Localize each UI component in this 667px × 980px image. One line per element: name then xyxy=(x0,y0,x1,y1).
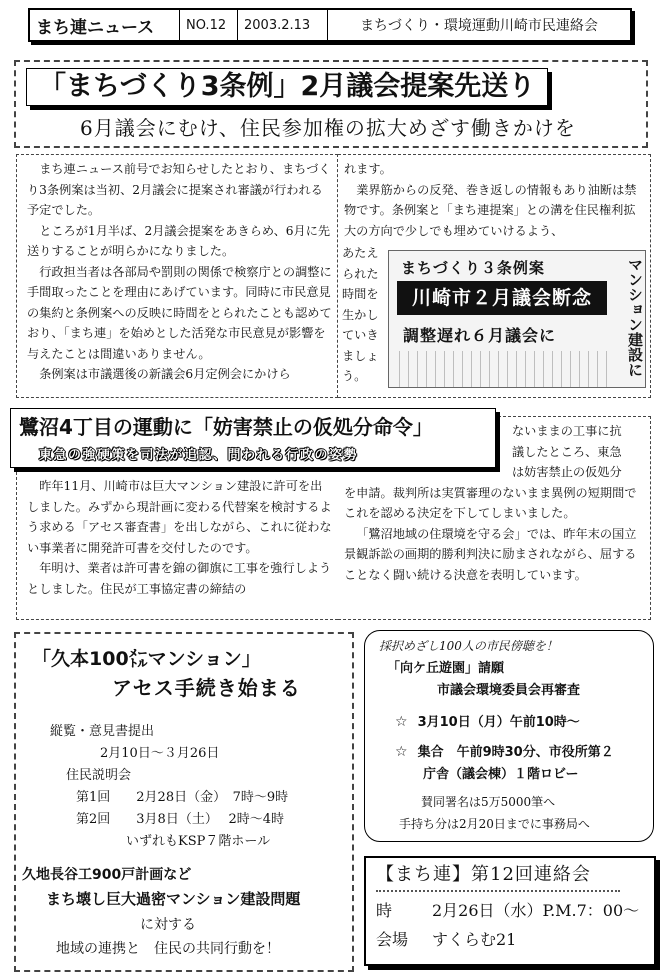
mansion-problem-heading: まち壊し巨大過密マンション建設問題 xyxy=(46,890,301,908)
clipping-headline-1: まちづくり３条例案 xyxy=(401,259,545,277)
newspaper-clipping xyxy=(388,250,646,388)
petition-date-line: ☆ 3月10日（月）午前10時～ xyxy=(395,714,580,730)
clipping-body-text-texture xyxy=(399,351,609,387)
article2-paragraph: 昨年11月、川崎市は巨大マンション建設に許可を出しました。みずから現計画に変わる代替案を検討するよう求める「アセス審査書」を出しながら、これに従わない事業者に開発許可書を交付したのです。 xyxy=(27,479,332,555)
article1-paragraph: 業界筋からの反発、巻き返しの情報もあり油断は禁物です。条例案と「まち連提案」との溝を住民権利拡大の方向で少しでも埋めていけるよう、 xyxy=(344,182,637,238)
meeting-place: 会場 すくらむ21 xyxy=(376,930,517,949)
petition-box xyxy=(364,630,654,842)
article1-paragraph: 行政担当者は各部局や罰則の関係で検察庁との調整に手間取ったことを理由にあげています。同時に市民意見の集約と条例案への反映に時間をとられたことも認めており、「まち連」を始めとした活発な市民意見が影響を与えたことは間違いありません。 xyxy=(27,264,332,361)
kumoto-schedule-line: いずれもKSP７階ホール xyxy=(126,834,271,849)
main-headline: 「まちづくり3条例」2月議会提案先送り xyxy=(26,68,548,106)
article2-paragraph: 年明け、業者は許可書を錦の御旗に工事を強行しようとしました。住民が工事協定書の締結の xyxy=(27,561,332,596)
star-icon: ☆ xyxy=(395,744,408,760)
article2-right-top: ないままの工事に抗 議したところ、東急 は妨害禁止の仮処分 xyxy=(512,424,622,479)
article2-headline: 鷺沼4丁目の運動に「妨害禁止の仮処分命令」 xyxy=(19,415,433,439)
kumoto-schedule-line: 縦覧・意見書提出 xyxy=(50,724,155,739)
masthead xyxy=(28,8,632,42)
petition-signatures: 賛同署名は5万5000筆へ xyxy=(421,795,556,809)
kumoto-title: 「久本100㍍マンション」 xyxy=(32,648,261,670)
article2-subheadline: 東急の強硬策を司法が追認、問われる行政の姿勢 xyxy=(39,448,359,463)
kumoto-schedule-line: 2月10日～３月26日 xyxy=(100,746,220,761)
organization-name: まちづくり・環境運動川崎市民連絡会 xyxy=(360,18,598,34)
kuji-plan-label: 久地長谷工900戸計画など xyxy=(22,867,192,883)
meeting-time: 時 2月26日（水）P.M.7：00～ xyxy=(376,901,640,920)
article1-paragraph: ところが1月半ば、2月議会提案をあきらめ、6月に先送りすることが明らかになりました。 xyxy=(27,223,331,258)
newsletter-name: まち連ニュース xyxy=(30,10,180,40)
kumoto-schedule-line: 住民説明会 xyxy=(66,768,132,783)
petition-meeting-line: ☆ 集合 午前9時30分、市役所第２ xyxy=(395,744,614,760)
petition-deadline: 手持ち分は2月20日までに事務局へ xyxy=(399,817,590,831)
article1-paragraph: 条例案は市議選後の新議会6月定例会にかけら xyxy=(39,367,291,381)
article2-paragraph: 「鷺沼地域の住環境を守る会」では、昨年末の国立景観訴訟の画期的勝利判決に励まされながら、屈することなく闘い続ける決意を表明しています。 xyxy=(344,526,637,582)
article2-left-column xyxy=(16,472,338,620)
article1-continuation: れます。 xyxy=(344,162,392,176)
main-headline-box xyxy=(14,60,648,148)
meeting-title: 【まち連】第12回連絡会 xyxy=(376,860,620,892)
petition-lead: 採択めざし100人の市民傍聴を！ xyxy=(379,639,558,653)
clipping-headline-2: 川崎市２月議会断念 xyxy=(397,281,607,315)
mansion-problem-connector: に対する xyxy=(140,917,196,933)
issue-date: 2003.2.13 xyxy=(238,10,328,40)
main-subheadline: 6月議会にむけ、住民参加権の拡大めざす働きかけを xyxy=(80,116,576,140)
community-action-slogan: 地域の連携と 住民の共同行動を！ xyxy=(56,941,280,957)
petition-meeting-place: 庁舎（議会棟）１階ロビー xyxy=(423,767,579,782)
petition-title: 「向ケ丘遊園」請願 xyxy=(387,661,505,676)
clipping-side-headline: マンション建設に xyxy=(626,257,644,377)
article2-headline-box xyxy=(10,408,496,468)
clipping-headline-3: 調整遅れ６月議会に xyxy=(403,326,557,345)
kumoto-schedule-line: 第2回 3月8日（土） 2時～4時 xyxy=(76,812,284,827)
article1-paragraph: まち連ニュース前号でお知らせしたとおり、まちづくり3条例案は当初、2月議会に提案され審議が行われる予定でした。 xyxy=(27,162,331,217)
star-icon: ☆ xyxy=(395,714,408,730)
kumoto-schedule-line: 第1回 2月28日（金） 7時～9時 xyxy=(76,790,289,805)
issue-number: NO.12 xyxy=(180,10,238,40)
article1-narrow-text: あたえ られた 時間を 生かし ていき ましょ う。 xyxy=(342,246,379,383)
kumoto-mansion-box xyxy=(14,632,354,972)
kumoto-subtitle: アセス手続き始まる xyxy=(112,676,301,700)
article1-left-column xyxy=(16,154,338,398)
meeting-notice-box xyxy=(364,856,656,966)
petition-committee: 市議会環境委員会再審査 xyxy=(437,683,581,698)
article2-paragraph: を申請。裁判所は実質審理のないまま異例の短期間でこれを認める決定を下してしまいました。 xyxy=(344,485,637,520)
